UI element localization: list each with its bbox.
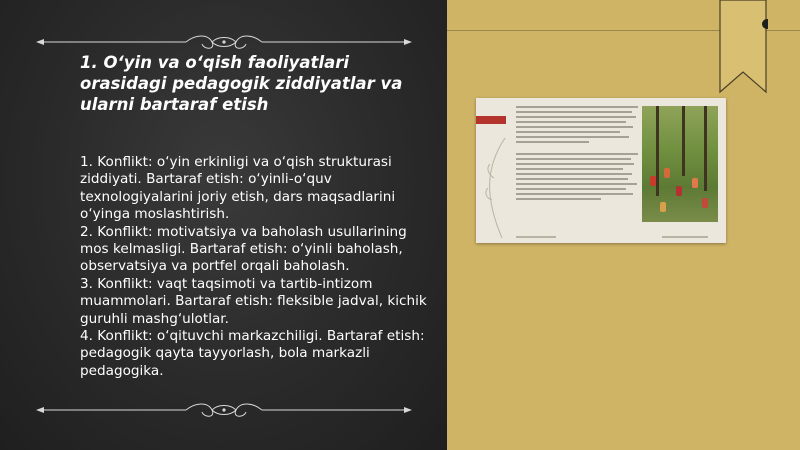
- top-ornament-divider-icon: [36, 32, 412, 52]
- slide-thumbnail-image: [476, 98, 726, 243]
- thumbnail-footer-left: [516, 236, 556, 238]
- paragraph-conflict-3: 3. Konflikt: vaqt taqsimoti va tartib-intizom muammolari. Bartaraf etish: fleksible jadval, kichik guruhli mashg‘ulotlar.: [80, 275, 427, 327]
- paragraph-conflict-1: 1. Konflikt: o‘yin erkinligi va o‘qish strukturasi ziddiyati. Bartaraf etish: o‘yinli-o‘quv texnologiyalarini joriy etish, dars maqsadlarini o‘yinga moslashtirish.: [80, 154, 396, 223]
- thumbnail-photo: [642, 106, 718, 222]
- paragraph-conflict-2: 2. Konflikt: motivatsiya va baholash usullarining mos kelmasligi. Bartaraf etish: o‘yinli baholash, observatsiya va portfel orqali baholash.: [80, 223, 407, 275]
- slide-body: [80, 154, 430, 380]
- slide-title: 1. O‘yin va o‘qish faoliyatlari orasidagi pedagogik ziddiyatlar va ularni bartaraf etish: [80, 53, 403, 114]
- paragraph-conflict-4: 4. Konflikt: o‘qituvchi markazchiligi. Bartaraf etish: pedagogik qayta tayyorlash, bola markazli pedagogika.: [80, 328, 425, 379]
- thumbnail-red-tab: [476, 116, 506, 124]
- thumbnail-text-lines: [516, 106, 638, 203]
- thumbnail-footer-right: [662, 236, 708, 238]
- thumbnail-vine-icon: [480, 138, 510, 238]
- bottom-ornament-divider-icon: [36, 400, 412, 420]
- bookmark-ribbon-icon: [718, 0, 768, 96]
